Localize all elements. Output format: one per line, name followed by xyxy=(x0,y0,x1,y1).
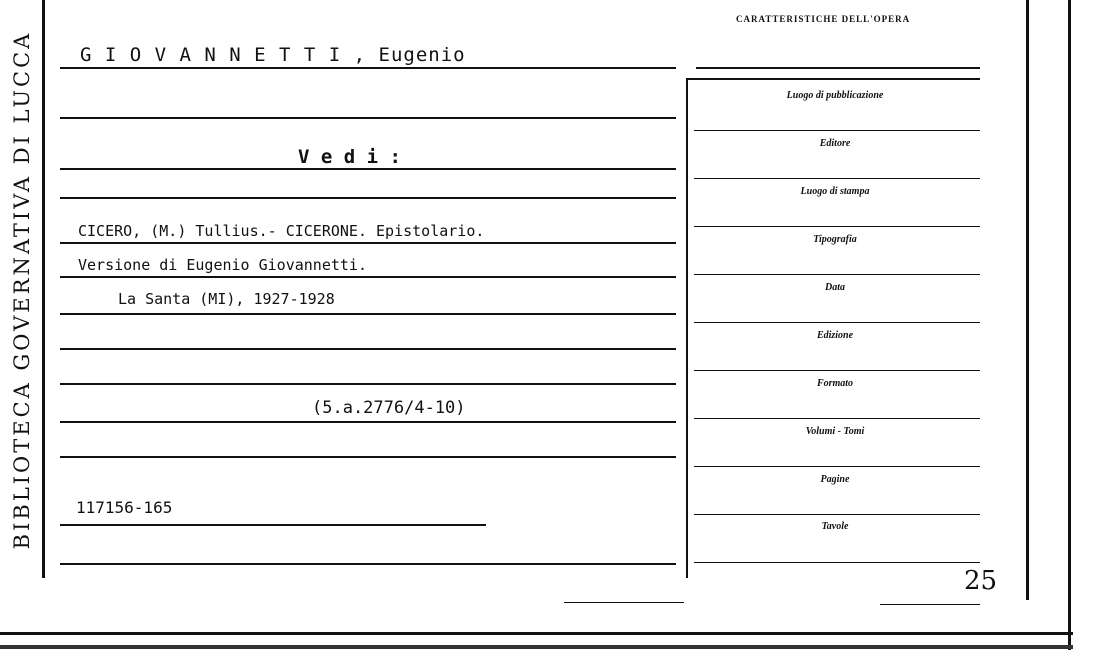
field-box-left-rule xyxy=(686,78,688,578)
vedi-label: V e d i : xyxy=(298,146,401,168)
card-bottom-edge xyxy=(0,645,1073,649)
author-name: G I O V A N N E T T I , Eugenio xyxy=(80,44,466,66)
ruled-line xyxy=(696,67,980,69)
field-line xyxy=(694,226,980,227)
library-name-vertical: BIBLIOTECA GOVERNATIVA DI LUCCA xyxy=(10,30,34,550)
field-line xyxy=(694,130,980,131)
edge-mark xyxy=(880,604,980,605)
field-label: Edizione xyxy=(816,330,854,341)
field-label: Tavole xyxy=(821,521,849,532)
ruled-line xyxy=(60,313,676,315)
ruled-line xyxy=(60,563,676,565)
reference-line-3: La Santa (MI), 1927-1928 xyxy=(118,290,335,308)
field-box-top-rule xyxy=(686,78,980,80)
left-margin-rule xyxy=(42,0,45,578)
ruled-line xyxy=(60,456,676,458)
reference-line-1: CICERO, (M.) Tullius.- CICERONE. Epistolario. xyxy=(78,222,485,240)
ruled-line xyxy=(60,383,676,385)
field-line xyxy=(694,514,980,515)
field-label: Editore xyxy=(819,138,851,149)
shelfmark: (5.a.2776/4-10) xyxy=(312,398,466,418)
field-line xyxy=(694,370,980,371)
right-margin-rule xyxy=(1026,0,1029,600)
ruled-line xyxy=(60,421,676,423)
handwritten-note: 25 xyxy=(964,566,998,596)
ruled-line xyxy=(60,242,676,244)
field-line xyxy=(694,178,980,179)
ruled-line xyxy=(60,197,676,199)
card-edge-rule xyxy=(1068,0,1071,650)
field-line xyxy=(694,418,980,419)
edge-mark xyxy=(564,602,684,603)
ruled-line xyxy=(60,348,676,350)
ruled-line xyxy=(60,276,676,278)
field-label: Data xyxy=(825,282,845,293)
field-label: Volumi - Tomi xyxy=(805,426,865,437)
field-label: Formato xyxy=(816,378,854,389)
reference-line-2: Versione di Eugenio Giovannetti. xyxy=(78,256,367,274)
ruled-line xyxy=(60,67,676,69)
field-line xyxy=(694,274,980,275)
field-label: Luogo di stampa xyxy=(800,186,870,197)
field-line xyxy=(694,466,980,467)
field-label: Tipografia xyxy=(813,234,857,245)
field-label: Luogo di pubblicazione xyxy=(786,90,884,101)
ruled-line xyxy=(60,524,486,526)
field-line xyxy=(694,322,980,323)
field-line xyxy=(694,562,980,563)
card-bottom-edge xyxy=(0,632,1073,635)
field-label: Pagine xyxy=(820,474,850,485)
inventory-number: 117156-165 xyxy=(76,498,173,517)
ruled-line xyxy=(60,117,676,119)
ruled-line xyxy=(60,168,676,170)
section-heading: CARATTERISTICHE DELL'OPERA xyxy=(736,14,911,24)
